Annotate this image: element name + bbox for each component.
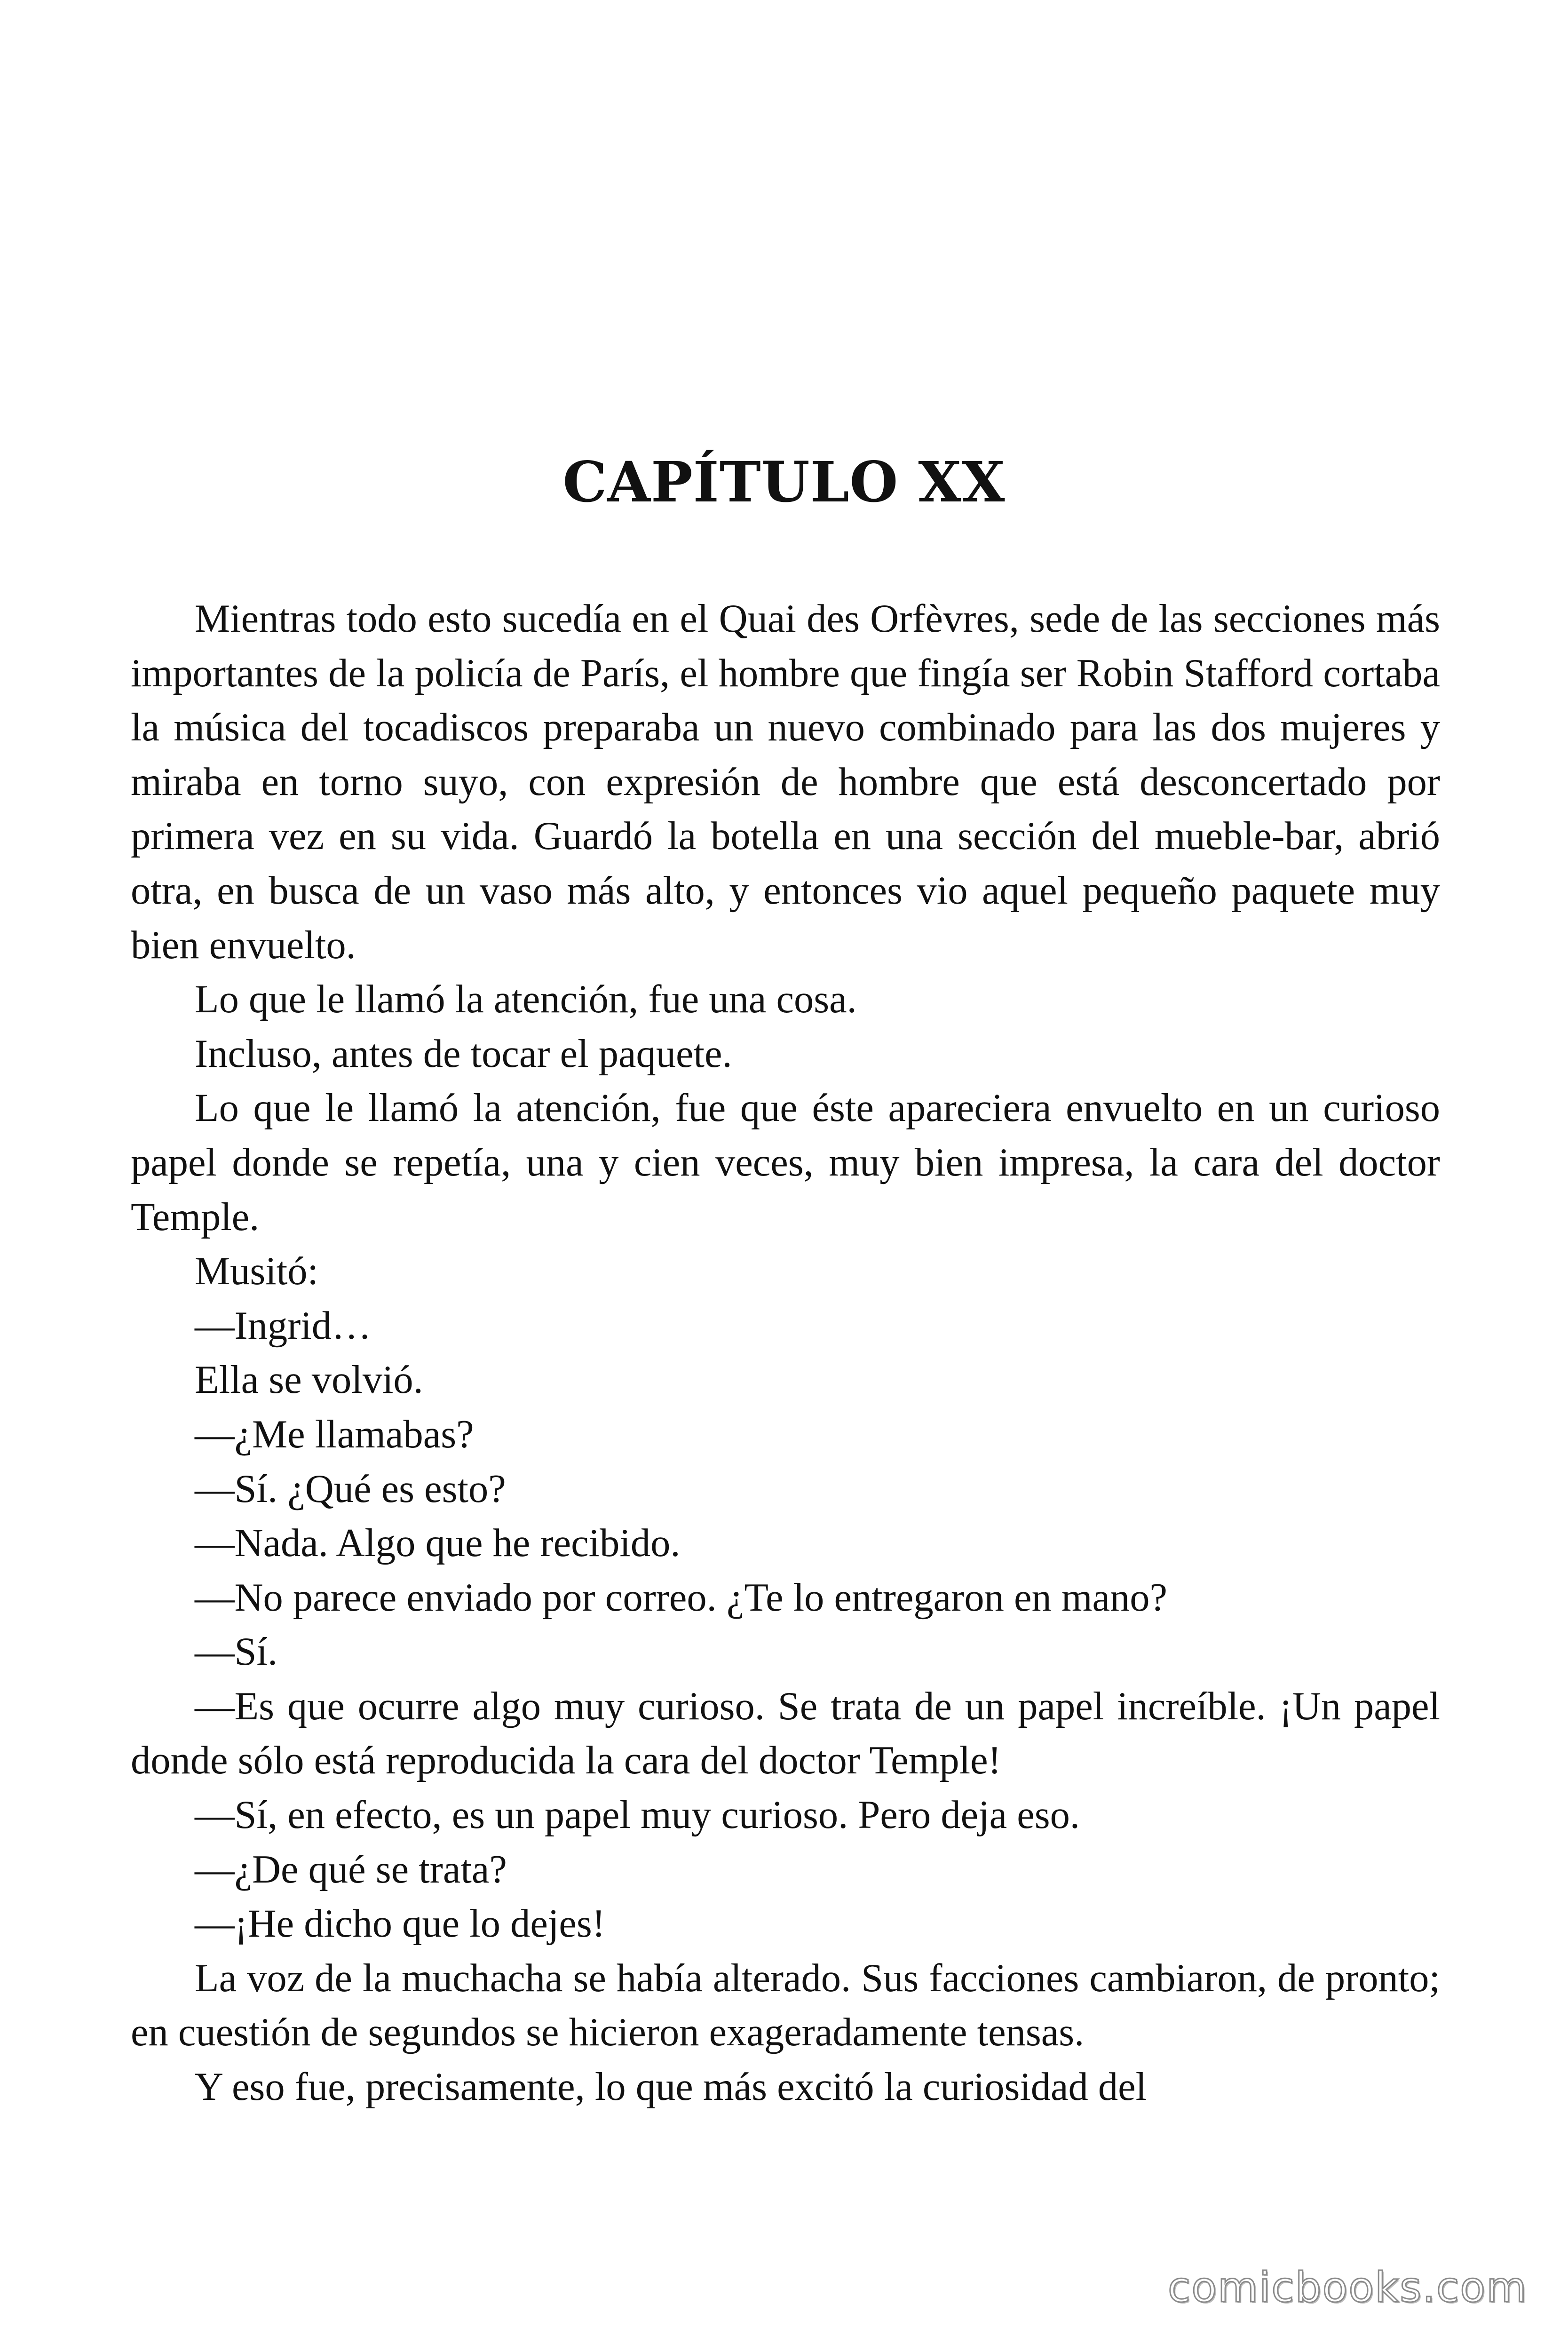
dialogue-line: —Sí.: [195, 1630, 278, 1674]
paragraph: Y eso fue, precisamente, lo que más excitó la curiosidad del: [195, 2065, 1147, 2109]
dialogue-line: —Ingrid…: [195, 1303, 372, 1348]
paragraph: Lo que le llamó la atención, fue una cosa.: [195, 977, 857, 1022]
chapter-title: CAPÍTULO XX: [562, 449, 1006, 515]
paragraph: La voz de la muchacha se había alterado. Sus facciones cambiaron, de pronto; en cuestión de segundos se hicieron exageradamente tensas.: [131, 1956, 1440, 2055]
paragraph: Lo que le llamó la atención, fue que éste apareciera envuelto en un curioso papel donde se repetía, una y cien veces, muy bien impresa, la cara del doctor Temple.: [131, 1086, 1440, 1239]
watermark: comicbooks.com: [1167, 2263, 1528, 2312]
dialogue-line: —¿Me llamabas?: [195, 1412, 474, 1456]
chapter-body: [131, 592, 1440, 2114]
dialogue-line: —Sí. ¿Qué es esto?: [195, 1467, 506, 1511]
paragraph: Mientras todo esto sucedía en el Quai des Orfèvres, sede de las secciones más importantes de la policía de París, el hombre que fingía ser Robin Stafford cortaba la música del tocadiscos preparaba un nuevo combinado para las dos mujeres y miraba en torno suyo, con expresión de hombre que está desconcertado por primera vez en su vida. Guardó la botella en una sección del mueble-bar, abrió otra, en busca de un vaso más alto, y entonces vio aquel pequeño paquete muy bien envuelto.: [131, 597, 1440, 967]
dialogue-line: —Es que ocurre algo muy curioso. Se trata de un papel increíble. ¡Un papel donde sólo está reproducida la cara del doctor Temple!: [131, 1684, 1440, 1783]
paragraph: Ella se volvió.: [195, 1358, 423, 1402]
dialogue-line: —Sí, en efecto, es un papel muy curioso. Pero deja eso.: [195, 1793, 1080, 1837]
dialogue-line: —No parece enviado por correo. ¿Te lo entregaron en mano?: [195, 1575, 1168, 1620]
dialogue-line: —¡He dicho que lo dejes!: [195, 1902, 605, 1946]
paragraph: Musitó:: [195, 1249, 318, 1294]
paragraph: Incluso, antes de tocar el paquete.: [195, 1032, 732, 1076]
dialogue-line: —¿De qué se trata?: [195, 1847, 507, 1891]
dialogue-line: —Nada. Algo que he recibido.: [195, 1521, 681, 1565]
